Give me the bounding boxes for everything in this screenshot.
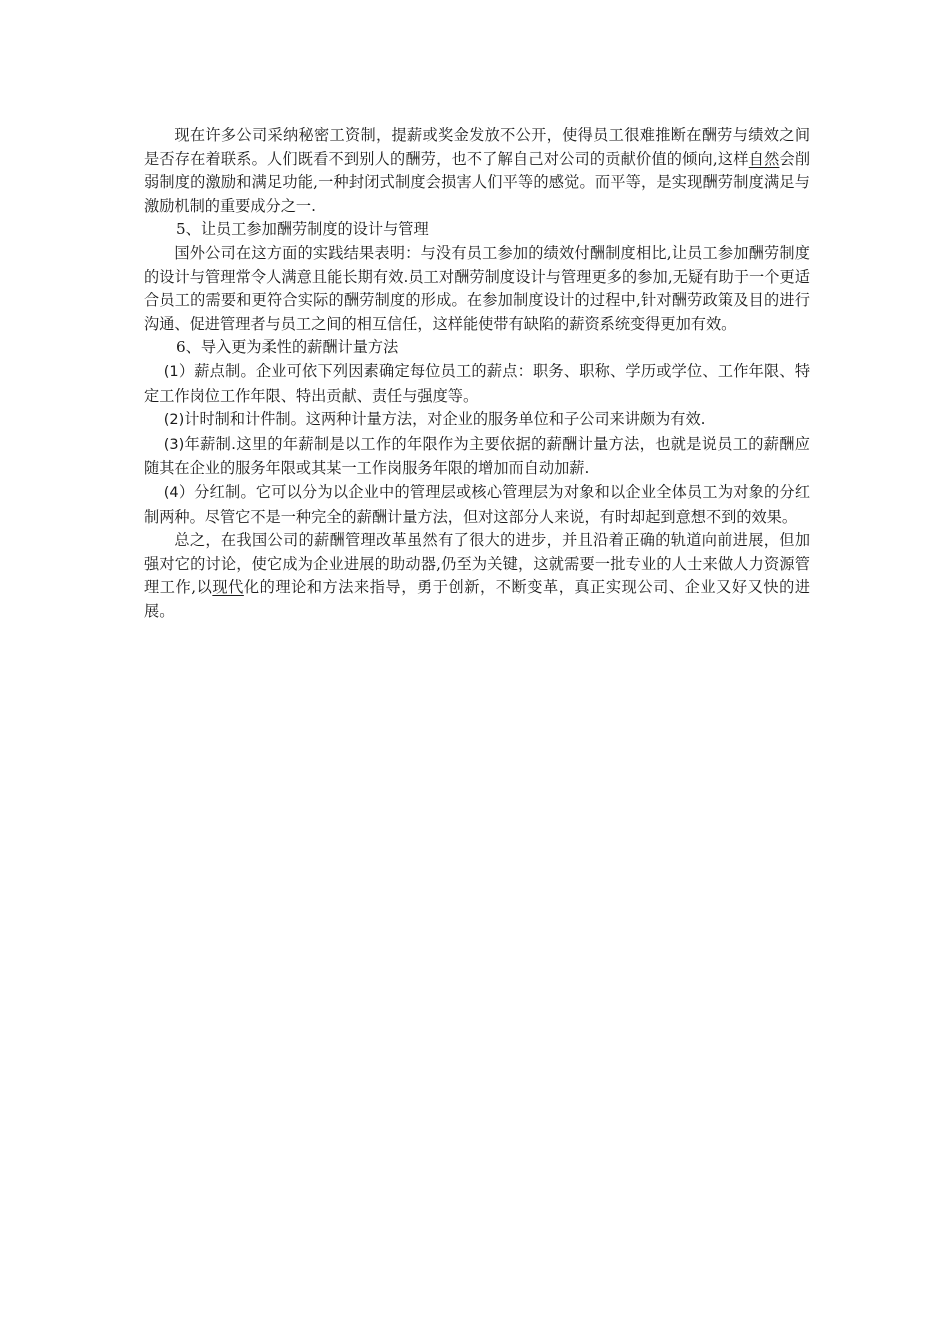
paragraph-text: 化的理论和方法来指导，勇于创新，不断变革，真正实现公司、企业又好又快的进展。: [144, 578, 811, 620]
item-text: ）分红制。它可以分为以企业中的管理层或核心管理层为对象和以企业全体员工为对象的分红制两种。尽管它不是一种完全的薪酬计量方法，但对这部分人来说，有时却起到意想不到的效果。: [144, 482, 810, 526]
item-number: (3): [163, 436, 185, 453]
paragraph-text: 现在许多公司采纳秘密工资制，提薪或奖金发放不公开，使得员工很难推断在酬劳与绩效之间是否存在着联系。人们既看不到别人的酬劳，也不了解自己对公司的贡献价值的倾向,这样: [144, 126, 810, 168]
item-number: (4: [163, 484, 179, 501]
paragraph-text: 会削弱制度的激励和满足功能,一种封闭式制度会损害人们平等的感觉。而平等，是实现酬劳制度满足与激励机制的重要成分之一.: [144, 149, 811, 215]
item-text: 计时制和计件制。这两种计量方法，对企业的服务单位和子公司来讲颇为有效.: [184, 410, 706, 429]
document-body: [144, 124, 810, 623]
section-heading-6: 6、导入更为柔性的薪酬计量方法: [176, 338, 399, 357]
item-number: (2): [163, 412, 185, 429]
list-item-4: [144, 481, 810, 529]
link-ziran[interactable]: 自然: [748, 149, 780, 168]
list-item-3: [144, 433, 810, 481]
item-number: (1: [163, 363, 179, 380]
paragraph-text: 总之，在我国公司的薪酬管理改革虽然有了很大的进步，并且沿着正确的轨道向前进展，但加强对它的讨论，使它成为企业进展的助动器,仍至为关键，这就需要一批专业的人士来做人力资源管理工作,以: [144, 531, 810, 597]
paragraph-conclusion: [144, 529, 810, 623]
link-xiandai[interactable]: 现代: [212, 578, 244, 597]
list-item-1: [144, 360, 810, 408]
paragraph-secret-pay: [144, 124, 810, 218]
list-item-2: [144, 408, 810, 433]
paragraph-employee-participation: 国外公司在这方面的实践结果表明：与没有员工参加的绩效付酬制度相比,让员工参加酬劳制度的设计与管理常令人满意且能长期有效.员工对酬劳制度设计与管理更多的参加,无疑有助于一个更适合员工的需要和更符合实际的酬劳制度的形成。在参加制度设计的过程中,针对酬劳政策及目的进行沟通、促进管理者与员工之间的相互信任，这样能使带有缺陷的薪资系统变得更加有效。: [144, 243, 810, 333]
section-heading-5: 5、让员工参加酬劳制度的设计与管理: [176, 220, 429, 239]
item-text: 年薪制.这里的年薪制是以工作的年限作为主要依据的薪酬计量方法，也就是说员工的薪酬应随其在企业的服务年限或其某一工作岗服务年限的增加而自动加薪.: [144, 434, 810, 478]
item-text: ）薪点制。企业可依下列因素确定每位员工的薪点：职务、职称、学历或学位、工作年限、特定工作岗位工作年限、特出贡献、责任与强度等。: [144, 361, 810, 405]
